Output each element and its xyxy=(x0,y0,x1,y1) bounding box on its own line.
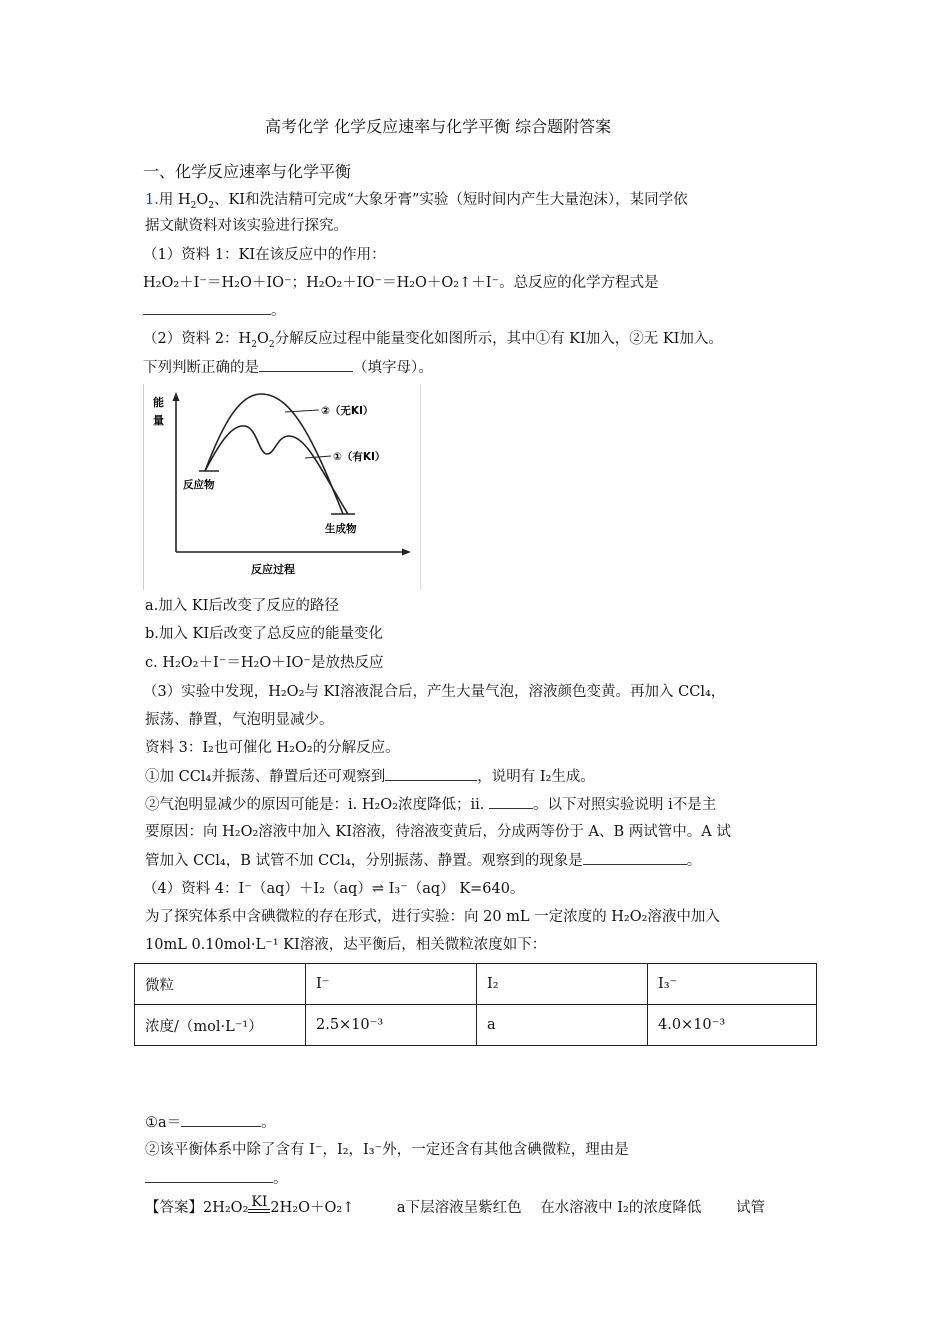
product-label: 生成物 xyxy=(325,523,357,535)
answer-line: 【答案】2H₂O₂ KI 2H₂O＋O₂↑ a下层溶液呈紫红色 在水溶液中 I₂的浓度降低 试管 xyxy=(145,1194,765,1216)
curve-with-ki xyxy=(205,426,348,514)
answer-label: 【答案】 xyxy=(145,1200,203,1216)
concentration-table xyxy=(134,963,817,1046)
part4-question2: ②该平衡体系中除了含有 I⁻，I₂，I₃⁻外，一定还含有其他含碘微粒，理由是 xyxy=(145,1142,629,1158)
part4-blank1[interactable] xyxy=(181,1112,261,1127)
part4-line3: 10mL 0.10mol·L⁻¹ KI溶液，达平衡后，相关微粒浓度如下： xyxy=(145,937,547,953)
part2-answer-blank[interactable] xyxy=(259,357,353,372)
table-row xyxy=(135,1005,817,1046)
option-b: b.加入 KI后改变了总反应的能量变化 xyxy=(145,626,384,642)
x-axis-label: 反应过程 xyxy=(251,563,295,576)
part2-text: （2）资料 2：$H_2O_2$分解反应过程中能量变化如图所示，其中①有 KI加入，②无 KI加入。 xyxy=(143,331,723,350)
table-cell: I₂ xyxy=(477,964,648,1005)
curve2-label: ②（无KI） xyxy=(321,405,374,417)
table-header-row xyxy=(135,964,817,1005)
option-c: c. H₂O₂＋I⁻＝H₂O＋IO⁻是放热反应 xyxy=(145,655,384,671)
part4-line2: 为了探究体系中含碘微粒的存在形式，进行实验：向 20 mL 一定浓度的 H₂O₂溶液中加入 xyxy=(145,909,720,925)
part3-question1: ①加 CCl₄并振荡、静置后还可观察到 ，说明有 I₂生成。 xyxy=(145,766,595,787)
part3-question2: ②气泡明显减少的原因可能是：i. H₂O₂浓度降低；ii. 。以下对照实验说明 i不是主 xyxy=(145,794,716,815)
curve1-label: ①（有KI） xyxy=(333,451,386,463)
q1-intro: 1.用 $H_2O_2$、KI和洗洁精可完成“大象牙膏”实验（短时间内产生大量泡沫），某同学依 xyxy=(145,192,688,211)
part3-line1: （3）实验中发现，H₂O₂与 KI溶液混合后，产生大量气泡，溶液颜色变黄。再加入 CCl₄， xyxy=(143,684,726,700)
q1-intro-line2: 据文献资料对该实验进行探究。 xyxy=(145,218,348,234)
y-axis-label-2: 量 xyxy=(153,414,164,427)
part3-blank1[interactable] xyxy=(385,766,477,781)
part4-line1: （4）资料 4：I⁻（aq）＋I₂（aq）⇌ I₃⁻（aq） K=640。 xyxy=(143,881,525,897)
part3-question2-line3: 管加入 CCl₄，B 试管不加 CCl₄，分别振荡、静置。观察到的现象是 。 xyxy=(145,850,701,871)
table-cell: 微粒 xyxy=(135,964,306,1005)
part1-answer-blank[interactable]: 。 xyxy=(143,300,286,321)
table-cell: I⁻ xyxy=(306,964,477,1005)
section-heading: 一、化学反应速率与化学平衡 xyxy=(143,162,352,181)
catalyst-arrow: KI xyxy=(248,1196,270,1213)
table-cell: I₃⁻ xyxy=(648,964,817,1005)
table-cell: 4.0×10⁻³ xyxy=(648,1005,817,1046)
part3-question2-line2: 要原因：向 H₂O₂溶液中加入 KI溶液，待溶液变黄后，分成两等份于 A、B 两试管中。A 试 xyxy=(145,824,731,840)
y-axis-arrow xyxy=(173,392,180,401)
part4-blank2[interactable]: 。 xyxy=(145,1168,288,1189)
energy-diagram xyxy=(143,384,421,590)
part1-equation: H₂O₂＋I⁻＝H₂O＋IO⁻；H₂O₂＋IO⁻＝H₂O＋O₂↑＋I⁻。总反应的化学方程式是 xyxy=(143,275,659,291)
question-number: 1. xyxy=(145,192,159,208)
reactant-label: 反应物 xyxy=(183,479,215,491)
part1-label: （1）资料 1：KI在该反应中的作用： xyxy=(143,247,386,263)
y-axis-label-1: 能 xyxy=(153,396,164,409)
option-a: a.加入 KI后改变了反应的路径 xyxy=(145,598,339,614)
part3-line2: 振荡、静置，气泡明显减少。 xyxy=(145,712,334,728)
part3-info: 资料 3：I₂也可催化 H₂O₂的分解反应。 xyxy=(145,740,400,756)
table-cell: a xyxy=(477,1005,648,1046)
part2-question: 下列判断正确的是 （填字母）。 xyxy=(143,357,433,378)
part4-question1: ①a＝ 。 xyxy=(145,1112,276,1133)
table-cell: 浓度/（mol·L⁻¹） xyxy=(135,1005,306,1046)
table-cell: 2.5×10⁻³ xyxy=(306,1005,477,1046)
part3-blank2[interactable] xyxy=(489,794,533,809)
part3-blank3[interactable] xyxy=(583,850,687,865)
x-axis-arrow xyxy=(402,549,411,556)
page-title: 高考化学 化学反应速率与化学平衡 综合题附答案 xyxy=(265,117,612,136)
